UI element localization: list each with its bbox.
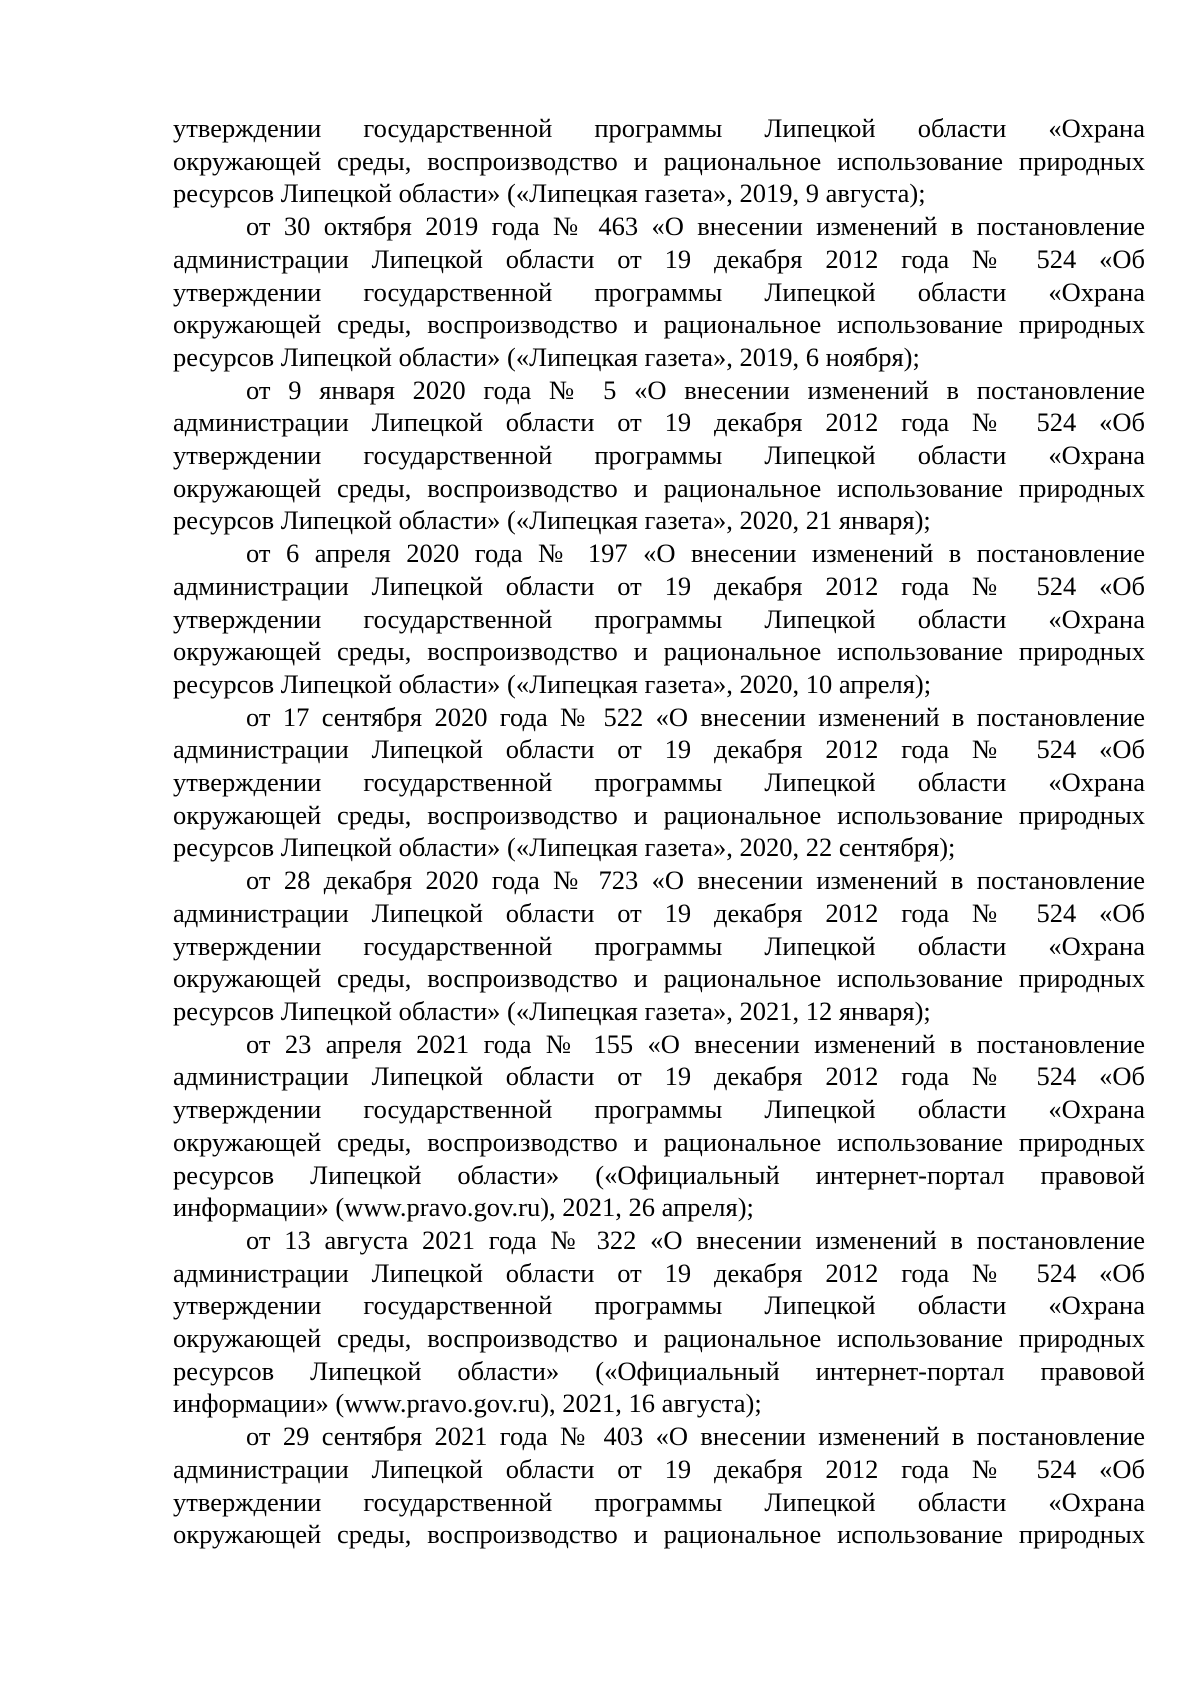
document-text-line: администрации Липецкой области от 19 декабря 2012 года № 524 «Об [173, 570, 1145, 601]
document-text-line: окружающей среды, воспроизводство и рациональное использование природных [173, 1323, 1145, 1354]
document-text-line: ресурсов Липецкой области» («Липецкая газета», 2019, 6 ноября); [173, 341, 920, 372]
document-text-line: информации» (www.pravo.gov.ru), 2021, 26 апреля); [173, 1192, 754, 1223]
document-text-line: информации» (www.pravo.gov.ru), 2021, 16 августа); [173, 1388, 762, 1419]
document-text-line: окружающей среды, воспроизводство и рациональное использование природных [173, 145, 1145, 176]
document-text-line: утверждении государственной программы Липецкой области «Охрана [173, 930, 1145, 961]
document-text-line: ресурсов Липецкой области» («Липецкая газета», 2020, 22 сентября); [173, 832, 956, 863]
document-text-line: администрации Липецкой области от 19 декабря 2012 года № 524 «Об [173, 734, 1145, 765]
document-text-line: ресурсов Липецкой области» («Официальный интернет-портал правовой [173, 1159, 1145, 1190]
document-text-line: администрации Липецкой области от 19 декабря 2012 года № 524 «Об [173, 897, 1145, 928]
document-text-line: администрации Липецкой области от 19 декабря 2012 года № 524 «Об [173, 1061, 1145, 1092]
document-text-line: ресурсов Липецкой области» («Липецкая газета», 2021, 12 января); [173, 995, 931, 1026]
document-text-line: окружающей среды, воспроизводство и рациональное использование природных [173, 799, 1145, 830]
document-text-line: ресурсов Липецкой области» («Липецкая газета», 2020, 21 января); [173, 505, 931, 536]
document-text-line: от 13 августа 2021 года № 322 «О внесении изменений в постановление [246, 1224, 1145, 1255]
document-page [173, 112, 1145, 1551]
document-text-line: от 9 января 2020 года № 5 «О внесении изменений в постановление [246, 374, 1145, 405]
document-text-line: утверждении государственной программы Липецкой области «Охрана [173, 603, 1145, 634]
document-text-line: от 17 сентября 2020 года № 522 «О внесении изменений в постановление [246, 701, 1145, 732]
document-text-line: утверждении государственной программы Липецкой области «Охрана [173, 113, 1145, 143]
document-text-line: окружающей среды, воспроизводство и рациональное использование природных [173, 1126, 1145, 1157]
document-text-line: окружающей среды, воспроизводство и рациональное использование природных [173, 472, 1145, 503]
document-text-line: утверждении государственной программы Липецкой области «Охрана [173, 1094, 1145, 1125]
document-body [173, 112, 1145, 1551]
document-text-line: утверждении государственной программы Липецкой области «Охрана [173, 1290, 1145, 1321]
document-text-line: администрации Липецкой области от 19 декабря 2012 года № 524 «Об [173, 407, 1145, 438]
document-text-line: ресурсов Липецкой области» («Официальный интернет-портал правовой [173, 1355, 1145, 1386]
document-text-line: от 29 сентября 2021 года № 403 «О внесении изменений в постановление [246, 1421, 1145, 1452]
document-text-line: администрации Липецкой области от 19 декабря 2012 года № 524 «Об [173, 1257, 1145, 1288]
document-text-line: от 23 апреля 2021 года № 155 «О внесении изменений в постановление [246, 1028, 1145, 1059]
document-text-line: окружающей среды, воспроизводство и рациональное использование природных [173, 1519, 1145, 1550]
document-text-line: администрации Липецкой области от 19 декабря 2012 года № 524 «Об [173, 1453, 1145, 1484]
document-text-line: утверждении государственной программы Липецкой области «Охрана [173, 440, 1145, 471]
document-text-line: ресурсов Липецкой области» («Липецкая газета», 2019, 9 августа); [173, 178, 926, 209]
document-text-line: окружающей среды, воспроизводство и рациональное использование природных [173, 309, 1145, 340]
document-text-line: ресурсов Липецкой области» («Липецкая газета», 2020, 10 апреля); [173, 668, 932, 699]
document-text-line: окружающей среды, воспроизводство и рациональное использование природных [173, 963, 1145, 994]
document-text-line: утверждении государственной программы Липецкой области «Охрана [173, 276, 1145, 307]
document-text-line: утверждении государственной программы Липецкой области «Охрана [173, 1486, 1145, 1517]
document-text-line: администрации Липецкой области от 19 декабря 2012 года № 524 «Об [173, 243, 1145, 274]
document-text-line: от 28 декабря 2020 года № 723 «О внесении изменений в постановление [246, 865, 1145, 896]
document-text-line: утверждении государственной программы Липецкой области «Охрана [173, 767, 1145, 798]
document-text-line: окружающей среды, воспроизводство и рациональное использование природных [173, 636, 1145, 667]
document-text-line: от 30 октября 2019 года № 463 «О внесении изменений в постановление [246, 211, 1145, 242]
document-text-line: от 6 апреля 2020 года № 197 «О внесении изменений в постановление [246, 538, 1145, 569]
